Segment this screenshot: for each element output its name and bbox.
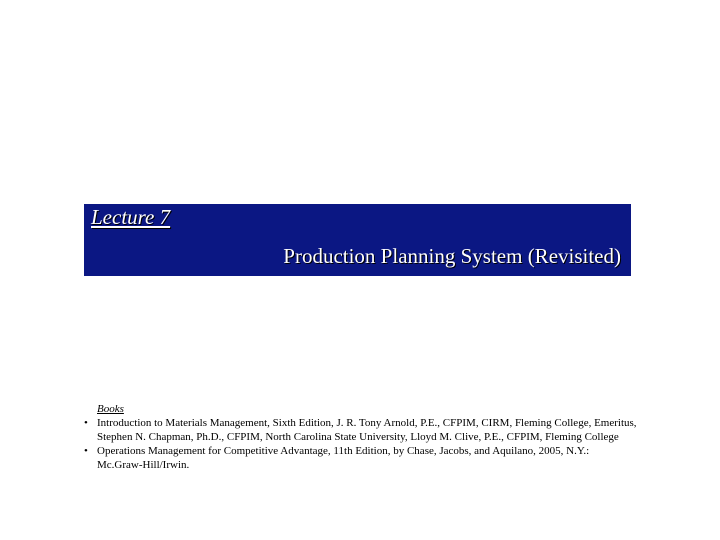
title-band xyxy=(84,204,631,276)
references-section xyxy=(84,402,637,472)
lecture-label: Lecture 7 xyxy=(91,205,171,229)
reference-text: Operations Management for Competitive Advantage, 11th Edition, by Chase, Jacobs, and Aquilano, 2005, N.Y.: Mc.Graw-Hill/Irwin. xyxy=(97,445,590,471)
reference-item xyxy=(84,444,637,472)
reference-text: Introduction to Materials Management, Sixth Edition, J. R. Tony Arnold, P.E., CFPIM, CIRM, Fleming College, Emeritus, Stephen N. Chapman, Ph.D., CFPIM, North Carolina State University, Lloyd M. Clive, P.E., CFPIM, Fleming College xyxy=(97,417,637,443)
bullet-icon: • xyxy=(84,445,88,457)
slide-title: Production Planning System (Revisited) xyxy=(283,244,621,268)
reference-item xyxy=(84,416,637,444)
references-heading: Books xyxy=(97,403,124,415)
references-list xyxy=(84,416,637,472)
bullet-icon: • xyxy=(84,417,88,429)
